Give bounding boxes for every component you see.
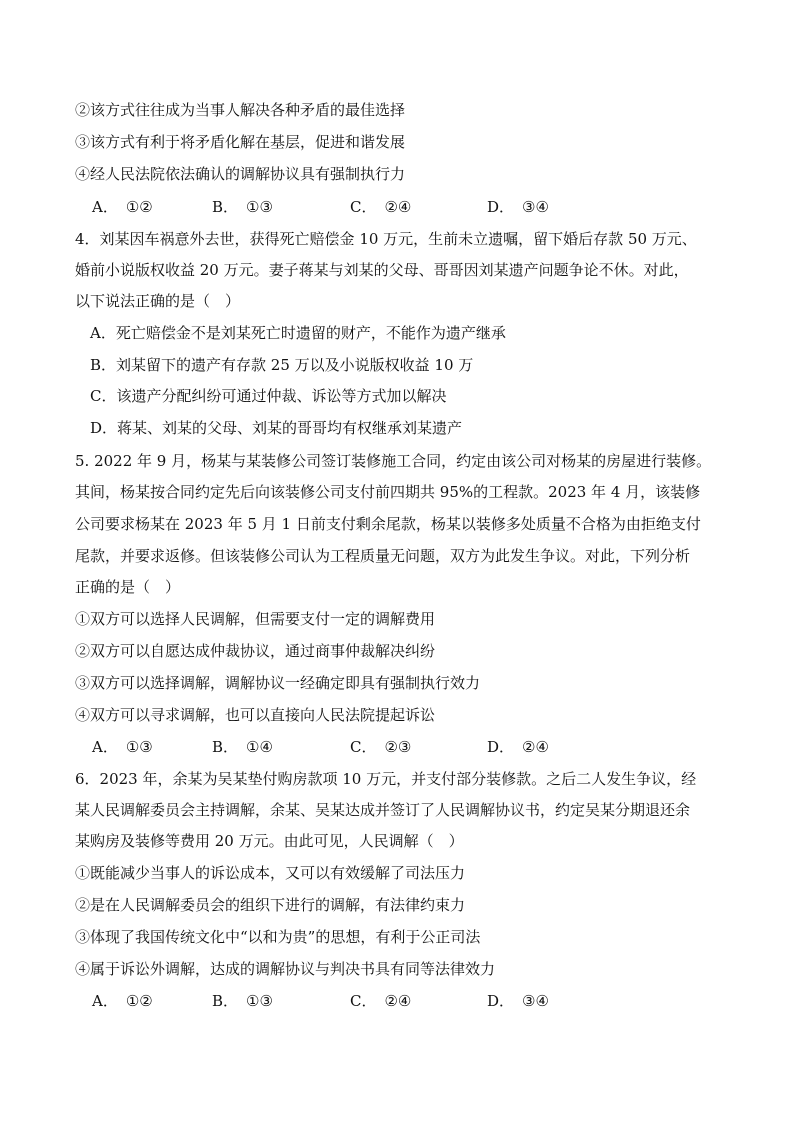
q5-statement-3: ③双方可以选择调解，调解协议一经确定即具有强制执行效力 bbox=[75, 674, 481, 692]
q6-option-b: B． ①③ bbox=[212, 992, 273, 1010]
q5-statement-4: ④双方可以寻求调解，也可以直接向人民法院提起诉讼 bbox=[75, 706, 436, 724]
q4-choice-c: C．该遗产分配纠纷可通过仲裁、诉讼等方式加以解决 bbox=[90, 387, 447, 405]
q4-choice-d: D．蒋某、刘某的父母、刘某的哥哥均有权继承刘某遗产 bbox=[90, 419, 463, 437]
q5-option-c: C． ②③ bbox=[350, 738, 412, 756]
q3-option-c: C． ②④ bbox=[350, 198, 412, 216]
q3-option-d: D． ③④ bbox=[487, 198, 549, 216]
q5-stem-line-4: 尾款，并要求返修。但该装修公司认为工程质量无问题，双方为此发生争议。对此，下列分析 bbox=[75, 547, 691, 565]
q6-option-a: A． ①② bbox=[92, 992, 153, 1010]
q5-stem-line-5: 正确的是（ ） bbox=[75, 578, 181, 596]
q3-option-a: A． ①② bbox=[92, 198, 153, 216]
q4-stem-line-1: 4．刘某因车祸意外去世，获得死亡赔偿金 10 万元，生前未立遗嘱，留下婚后存款 50 万元、 bbox=[75, 230, 697, 248]
q3-options bbox=[92, 197, 692, 217]
q5-statement-2: ②双方可以自愿达成仲裁协议，通过商事仲裁解决纠纷 bbox=[75, 642, 436, 660]
q6-stem-line-3: 某购房及装修等费用 20 万元。由此可见，人民调解（ ） bbox=[75, 832, 464, 850]
q5-stem-line-2: 其间，杨某按合同约定先后向该装修公司支付前四期共 95%的工程款。2023 年 4 月，该装修 bbox=[75, 483, 701, 501]
q5-statement-1: ①双方可以选择人民调解，但需要支付一定的调解费用 bbox=[75, 610, 436, 628]
q6-options bbox=[92, 991, 692, 1011]
q3-statement-3: ③该方式有利于将矛盾化解在基层，促进和谐发展 bbox=[75, 133, 406, 151]
q5-stem-line-3: 公司要求杨某在 2023 年 5 月 1 日前支付剩余尾款，杨某以装修多处质量不合格为由拒绝支付 bbox=[75, 515, 701, 533]
q5-option-b: B． ①④ bbox=[212, 738, 273, 756]
q6-statement-3: ③体现了我国传统文化中“以和为贵”的思想，有利于公正司法 bbox=[75, 928, 481, 946]
q6-statement-4: ④属于诉讼外调解，达成的调解协议与判决书具有同等法律效力 bbox=[75, 960, 496, 978]
q6-statement-1: ①既能减少当事人的诉讼成本，又可以有效缓解了司法压力 bbox=[75, 864, 466, 882]
q5-options bbox=[92, 737, 692, 757]
q6-stem-line-2: 某人民调解委员会主持调解，余某、吴某达成并签订了人民调解协议书，约定吴某分期退还余 bbox=[75, 801, 691, 819]
q5-option-d: D． ②④ bbox=[487, 738, 549, 756]
q3-statement-2: ②该方式往往成为当事人解决各种矛盾的最佳选择 bbox=[75, 101, 406, 119]
q4-stem-line-3: 以下说法正确的是（ ） bbox=[75, 292, 241, 310]
q6-stem-line-1: 6．2023 年，余某为吴某垫付购房款项 10 万元，并支付部分装修款。之后二人发生争议，经 bbox=[75, 770, 697, 788]
q6-option-c: C． ②④ bbox=[350, 992, 412, 1010]
q5-stem-line-1: 5. 2022 年 9 月，杨某与某装修公司签订装修施工合同，约定由该公司对杨某的房屋进行装修。 bbox=[75, 452, 712, 470]
q6-statement-2: ②是在人民调解委员会的组织下进行的调解，有法律约束力 bbox=[75, 896, 466, 914]
q6-option-d: D． ③④ bbox=[487, 992, 549, 1010]
q5-option-a: A． ①③ bbox=[92, 738, 153, 756]
q4-choice-a: A．死亡赔偿金不是刘某死亡时遗留的财产，不能作为遗产继承 bbox=[90, 324, 506, 342]
q4-stem-line-2: 婚前小说版权收益 20 万元。妻子蒋某与刘某的父母、哥哥因刘某遗产问题争论不休。对此， bbox=[75, 261, 689, 279]
q3-option-b: B． ①③ bbox=[212, 198, 273, 216]
q4-choice-b: B．刘某留下的遗产有存款 25 万以及小说版权收益 10 万 bbox=[90, 356, 474, 374]
q3-statement-4: ④经人民法院依法确认的调解协议具有强制执行力 bbox=[75, 165, 406, 183]
